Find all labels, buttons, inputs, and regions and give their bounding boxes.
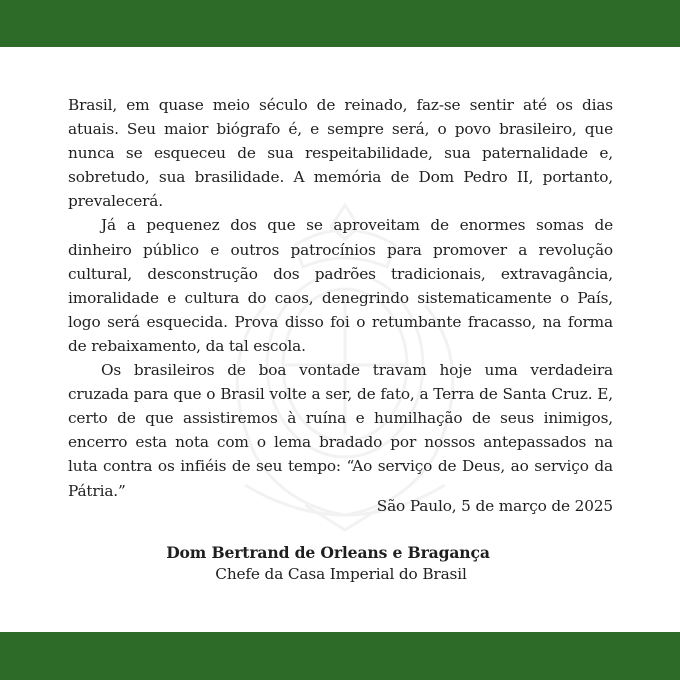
letter-paragraph: Brasil, em quase meio século de reinado, faz-se sentir até os dias atuais. Seu maior biógrafo é, e sempre será, o povo brasileiro, que nunca se esqueceu de sua respeitabilidade, sua paternalidade e, sobretudo, sua brasilidade. A memória de Dom Pedro II, portanto, prevalecerá.: [68, 96, 613, 211]
letter-body: [68, 93, 613, 503]
letter-paragraph: Já a pequenez dos que se aproveitam de enormes somas de dinheiro público e outros patrocínios para promover a revolução cultural, desconstrução dos padrões tradicionais, extravagância, imoralidade e cultura do caos, denegrindo sistematicamente o País, logo será esquecida. Prova disso foi o retumbante fracasso, na forma de rebaixamento, da tal escola.: [68, 216, 613, 355]
signer-name: Dom Bertrand de Orleans e Bragança: [166, 543, 490, 562]
top-green-band: [0, 0, 680, 47]
signer-title: Chefe da Casa Imperial do Brasil: [215, 565, 467, 583]
date-line: São Paulo, 5 de março de 2025: [376, 497, 613, 515]
bottom-green-band: [0, 632, 680, 680]
letter-paragraph: Os brasileiros de boa vontade travam hoje uma verdadeira cruzada para que o Brasil volte a ser, de fato, a Terra de Santa Cruz. E, certo de que assistiremos à ruína e humilhação de seus inimigos, encerro esta nota com o lema bradado por nossos antepassados na luta contra os infiéis de seu tempo: “Ao serviço de Deus, ao serviço da Pátria.”: [68, 361, 613, 500]
